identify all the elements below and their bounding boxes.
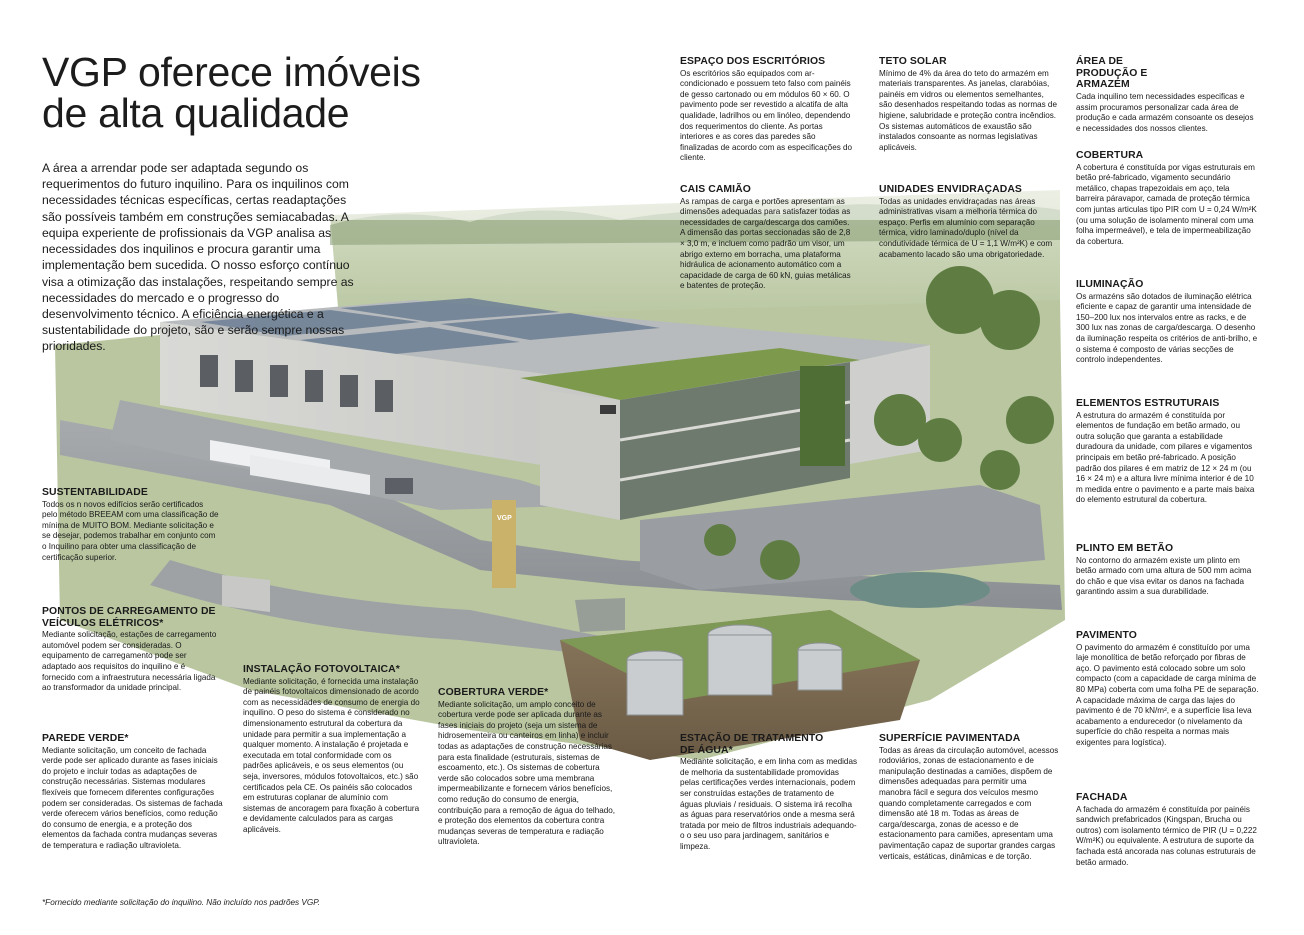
section-body: A fachada do armazém é constituída por painéis sandwich prefabricados (Kingspan, Brucha ou outros) com isolamento térmico de PIR (U = 0,222 W/m²K) ou equivalente. A estrutura de suporte da fachada está ancorada nas colunas estruturais de betão armado. — [1076, 804, 1257, 867]
section-body: Mediante solicitação, um amplo conceito de cobertura verde pode ser aplicada durante as fases iniciais do projeto (seja um sistema de hidrosementeira ou canteiros em linha) e incluir todas as adaptações de construção necessárias para esta finalidade (estruturais, sistemas de escoamento, etc.). Os sistemas de cobertura verde são colocados sobre uma membrana impermeabilizante e fornecem vários benefícios, como redução do consumo de energia, contribuição para a remoção de água do telhado, e proteção dos elementos da cobertura contra mudanças severas de temperatura e radiação ultravioleta. — [438, 699, 616, 847]
section-plinto — [1076, 543, 1258, 598]
section-body: Todas as unidades envidraçadas nas áreas administrativas visam a melhoria térmica do espaço. Perfis em alumínio com separação térmica, vidro laminado/duplo (nível da condutividade térmica de U = 1,1 W/m²K) e com acabamento lacado são uma obrigatoriedade. — [879, 196, 1053, 259]
section-title: ELEMENTOS ESTRUTURAIS — [1076, 398, 1220, 409]
green-wall — [800, 366, 845, 466]
section-body: Todos os n novos edifícios serão certificados pelo método BREEAM com uma classificação de mínima de MUITO BOM. Mediante solicitação e se desejar, podemos trabalhar em conjunto com o Inquilino para obter uma classificação de certificação superior. — [42, 499, 219, 562]
section-title: ILUMINAÇÃO — [1076, 279, 1144, 290]
page-title — [42, 49, 462, 136]
section-pavimento — [1076, 630, 1260, 749]
section-body: Os escritórios são equipados com ar-condicionado e possuem teto falso com painéis de gesso cartonado ou em módulos 60 × 60. O pavimento pode ser revestido a alcatifa de alta qualidade, ladrilhos ou em linóleo, dependendo dos requerimentos do cliente. As portas interiores e as cores das paredes são finalizadas de acordo com as especificações do cliente. — [680, 68, 853, 163]
section-agua — [680, 733, 858, 853]
section-producao — [1076, 56, 1258, 134]
section-body: Mínimo de 4% da área do teto do armazém em materiais transparentes. As janelas, clarabóias, painéis em vidros ou elementos semelhantes, são desenhados respeitando todas as normas de higiene, salubridade e proteção contra incêndios. Os sistemas automáticos de exaustão são instalados consoante as normas legislativas aplicáveis. — [879, 68, 1057, 152]
section-title: PONTOS DE CARREGAMENTO DE VEÍCULOS ELÉTRICOS* — [42, 606, 216, 629]
section-title: PAREDE VERDE* — [42, 733, 129, 744]
section-unidades — [879, 184, 1057, 260]
section-superficie — [879, 733, 1059, 862]
title-line-2: de alta qualidade — [42, 90, 350, 136]
footnote: *Fornecido mediante solicitação do inquilino. Não incluído nos padrões VGP. — [42, 898, 320, 907]
section-escritorios — [680, 56, 855, 164]
section-title: INSTALAÇÃO FOTOVOLTAICA* — [243, 664, 400, 675]
section-body: Os armazéns são dotados de iluminação elétrica eficiente e capaz de garantir uma intensidade de 150–200 lux nos intervalos entre as racks, e de 300 lux nas zonas de carga/descarga. O desenho da iluminação respeita os critérios de anti-brilho, e o sistema é composto de várias secções de controlo independentes. — [1076, 291, 1258, 365]
section-title: COBERTURA — [1076, 150, 1144, 161]
retention-pond — [850, 572, 990, 608]
section-iluminacao — [1076, 279, 1258, 366]
section-body: Mediante solicitação, e em linha com as medidas de melhoria da sustentabilidade promovidas pelas certificações verdes internacionais, podem ser construídas estações de tratamento de águas pluviais / residuais. O sistema irá recolha as águas para reservatórios onde a mesma será tratada por meio de filtros industriais adequando-o o seu uso para jardinagem, sanitários e limpeza. — [680, 757, 858, 852]
section-body: Mediante solicitação, um conceito de fachada verde pode ser aplicado durante as fases iniciais do projeto e incluir todas as adaptações de construção necessárias. Sistemas modulares flexíveis que fornecem diferentes configurações podem ser consideradas. Os sistemas de fachada verde oferecem vários benefícios, como redução do consumo de energia, e a proteção dos elementos da fachada contra mudanças severas de temperatura e radiação ultravioleta. — [42, 745, 223, 850]
section-body: A cobertura é constituída por vigas estruturais em betão pré-fabricado, vigamento secundário metálico, chapas trapezoidais em aço, tela barreira páravapor, camada de proteção térmica com juntas articulas tipo PIR com U = 0,24 W/m²K (ou uma solução de isolamento mineral com uma folha impermeável), e tela de impermeabilização da cobertura. — [1076, 162, 1257, 246]
section-title: FACHADA — [1076, 792, 1128, 803]
bus-stop — [575, 598, 625, 632]
section-teto — [879, 56, 1057, 153]
section-estruturais — [1076, 398, 1258, 506]
section-title: ESTAÇÃO DE TRATAMENTO DE ÁGUA* — [680, 733, 824, 756]
section-title: SUPERFÍCIE PAVIMENTADA — [879, 733, 1021, 744]
vgp-totem-logo: VGP — [497, 515, 512, 522]
section-body: O pavimento do armazém é constituído por uma laje monolítica de betão reforçado por fibras de aço. O pavimento está colocado sobre um solo compacto (com a capacidade de carga mínima de 80 MPa) coberta com uma folha PE de separação. A capacidade máxima de carga das lajes do pavimento é de 70 kN/m², e a superfície lisa leva acabamento a endurecedor (o nivelamento da superfície do chão respeita a normas mais exigentes para logística). — [1076, 642, 1259, 747]
section-body: Todas as áreas da circulação automóvel, acessos rodoviários, zonas de estacionamento e de manipulação destinadas a camiões, dispõem de dimensões adequadas para permitir uma manobra fácil e segura dos veículos mesmo quando completamente carregados e com dimensão até 18 m. Todas as áreas de carga/descarga, zonas de acesso e de estacionamento para camiões, apresentam uma pavimentação capaz de suportar grandes cargas verticais, estáticas, dinâmicas e de torção. — [879, 745, 1059, 861]
section-title: ÁREA DE PRODUÇÃO E ARMAZÉM — [1076, 56, 1148, 91]
section-body: Cada inquilino tem necessidades especificas e assim procuramos personalizar cada área de produção e cada armazém consoante os desejos e necessidades dos nossos clientes. — [1076, 91, 1254, 133]
section-body: A estrutura do armazém é constituída por elementos de fundação em betão armado, ou outra solução que garanta a estabilidade duradoura da unidade, com pilares e vigamentos principais em betão pré-fabricado. A posição padrão dos pilares é em matriz de 12 × 24 m (ou 16 × 24 m) e a altura livre mínima interior é de 10 m medida entre o pavimento e a parte mais baixa do elemento estrutural da cobertura. — [1076, 410, 1255, 505]
section-title: CAIS CAMIÃO — [680, 184, 751, 195]
section-title: PLINTO EM BETÃO — [1076, 543, 1174, 554]
section-body: No contorno do armazém existe um plinto em betão armado com uma altura de 500 mm acima do chão e que visa evitar os danos na fachada garantindo assim a sua durabilidade. — [1076, 555, 1252, 597]
section-body: As rampas de carga e portões apresentam as dimensões adequadas para satisfazer todas as necessidades de carga/descarga dos camiões. A dimensão das portas seccionadas são de 2,8 × 3,0 m, e incluem como padrão um visor, um abrigo externo em borracha, uma plataforma hidráulica de acionamento automático com a capacidade de carga de 60 kN, guias metálicas e batentes de proteção. — [680, 196, 851, 291]
section-carregamento — [42, 606, 220, 694]
vgp-sign-badge — [600, 405, 616, 414]
section-fotovoltaica — [243, 664, 421, 836]
guard-house — [222, 575, 270, 612]
section-parede — [42, 733, 224, 852]
section-title: TETO SOLAR — [879, 56, 947, 67]
vgp-totem — [492, 500, 516, 588]
section-title: PAVIMENTO — [1076, 630, 1137, 641]
intro-paragraph: A área a arrendar pode ser adaptada segundo os requerimentos do futuro inquilino. Para os inquilinos com necessidades técnicas específicas, certas readaptações são possíveis também em construções semiacabadas. A equipa experiente de profissionais da VGP analisa as necessidades dos inquilinos e procura garantir uma implementação bem sucedida. O nosso esforço contínuo visa a otimização das instalações, respeitando sempre as necessidades do mercado e o progresso do desenvolvimento técnico. A eficiência energética e a sustentabilidade do projeto, são e serão sempre nossas prioridades. — [42, 161, 354, 354]
title-line-1: VGP oferece imóveis — [42, 49, 421, 95]
section-title: SUSTENTABILIDADE — [42, 487, 148, 498]
section-body: Mediante solicitação, é fornecida uma instalação de painéis fotovoltaicos dimensionado de acordo com as necessidades de consumo de energia do inquilino. O peso do sistema é considerado no dimensionamento estrutural da cobertura da unidade para permitir a sua implementação a qualquer momento. A instalação é projetada e executada em total conformidade com os padrões aplicáveis, e os seus elementos (ou seja, inversores, módulos fotovoltaicos, etc.) são certificados pela CE. Os painéis são colocados em estruturas coplanar de alumínio com sistemas de ancoragem para fixação à cobertura e devidamente calculados para as cargas aplicáveis. — [243, 676, 420, 834]
section-sustentabilidade — [42, 487, 220, 563]
section-verde — [438, 687, 618, 848]
section-cobertura — [1076, 150, 1258, 247]
section-title: UNIDADES ENVIDRAÇADAS — [879, 184, 1022, 195]
section-title: COBERTURA VERDE* — [438, 687, 549, 698]
section-cais — [680, 184, 855, 292]
section-body: Mediante solicitação, estações de carregamento automóvel podem ser consideradas. O equipamento de carregamento pode ser adaptado aos requisitos do inquilino e é fornecido com a infraestrutura necessária ligada ao transformador da unidade principal. — [42, 630, 217, 693]
section-title: ESPAÇO DOS ESCRITÓRIOS — [680, 56, 826, 67]
section-fachada — [1076, 792, 1258, 868]
